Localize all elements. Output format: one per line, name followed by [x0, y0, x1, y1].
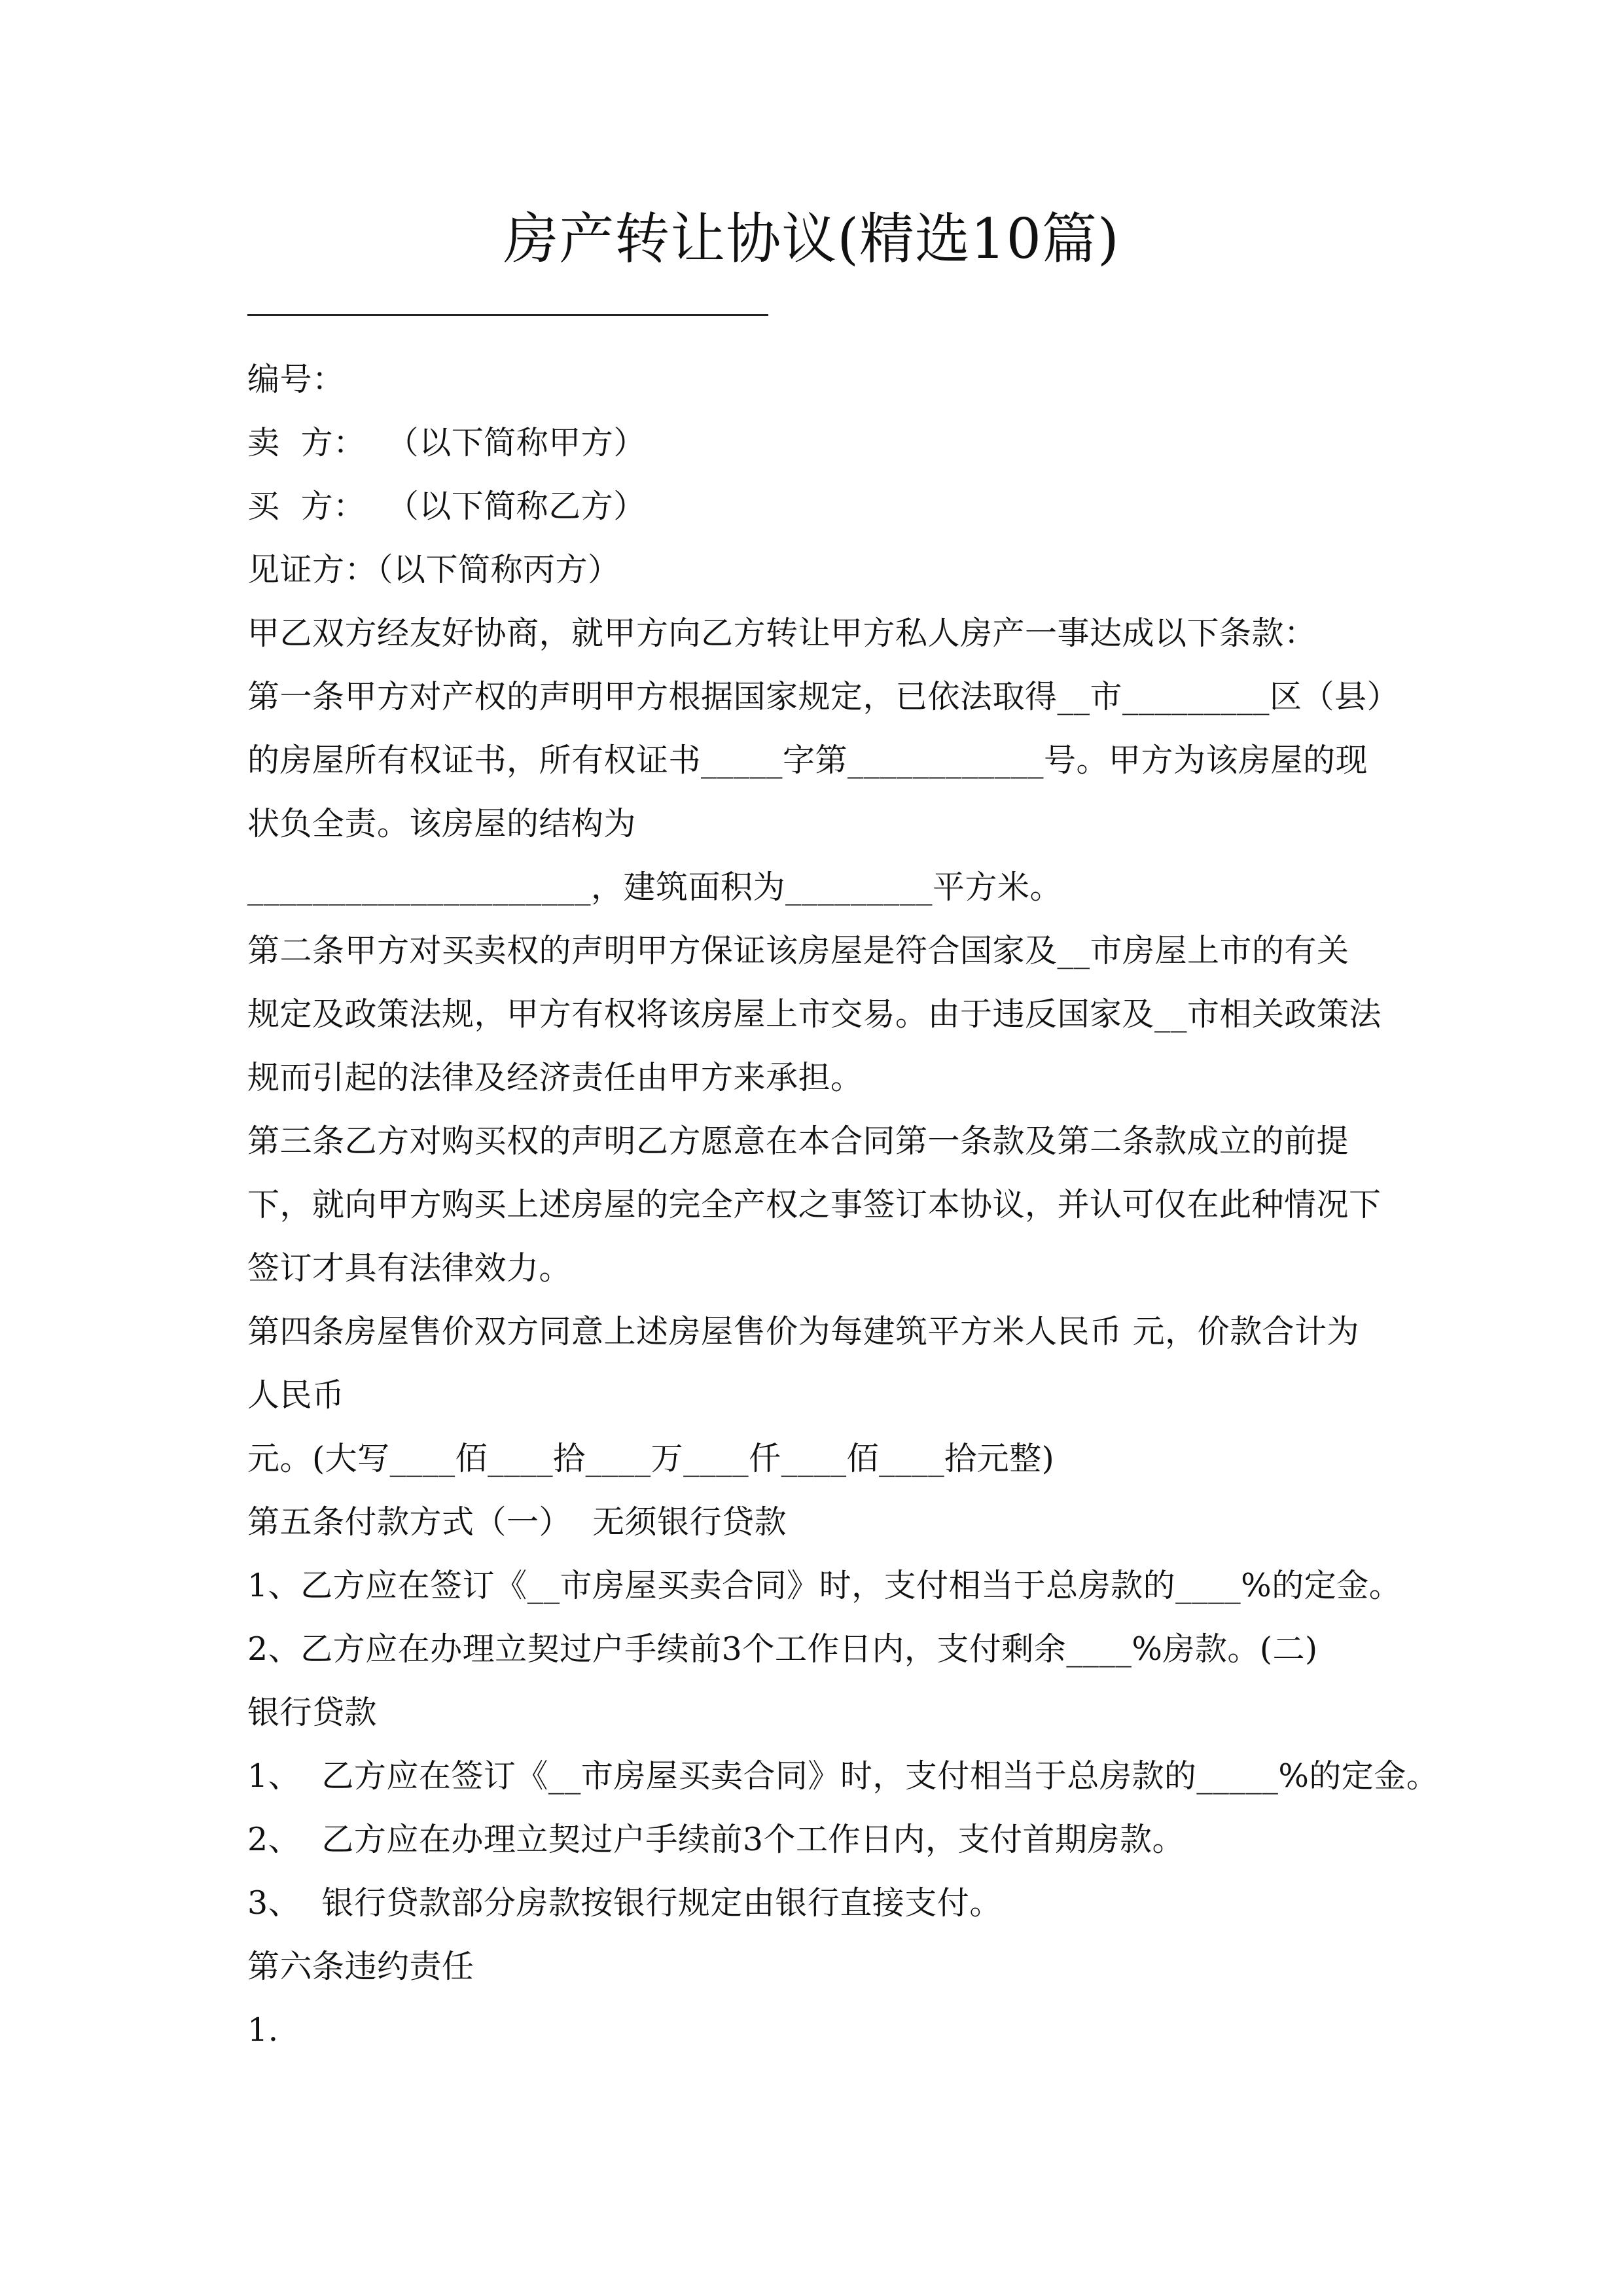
title-underline [247, 314, 768, 316]
document-title: 房产转让协议(精选10篇) [503, 207, 1120, 271]
doc-line-seller: 卖 方： （以下简称甲方） [247, 424, 646, 461]
doc-line-article-6-1: 1. [247, 2011, 279, 2049]
doc-line-number: 编号： [247, 361, 345, 398]
doc-line-article-6: 第六条违约责任 [247, 1948, 474, 1985]
doc-line-article-5-1: 1、乙方应在签订《__市房屋买卖合同》时，支付相当于总房款的____%的定金。 [247, 1567, 1402, 1604]
doc-line-buyer: 买 方： （以下简称乙方） [247, 488, 646, 525]
doc-line-article-1-c: 状负全责。该房屋的结构为 [247, 805, 637, 842]
doc-line-loan-1: 1、 乙方应在签订《__市房屋买卖合同》时，支付相当于总房款的_____%的定金。 [247, 1757, 1439, 1795]
doc-line-article-3-c: 签订才具有法律效力。 [247, 1249, 572, 1287]
doc-line-article-5-2: 2、乙方应在办理立契过户手续前3个工作日内，支付剩余____%房款。(二) [247, 1630, 1318, 1668]
doc-line-article-5: 第五条付款方式（一） 无须银行贷款 [247, 1503, 787, 1541]
doc-line-loan-2: 2、 乙方应在办理立契过户手续前3个工作日内，支付首期房款。 [247, 1821, 1185, 1858]
doc-line-article-4-b: 人民币 [247, 1376, 345, 1414]
doc-line-article-3: 第三条乙方对购买权的声明乙方愿意在本合同第一条款及第二条款成立的前提 [247, 1122, 1349, 1160]
doc-line-article-2-b: 规定及政策法规，甲方有权将该房屋上市交易。由于违反国家及__市相关政策法 [247, 996, 1382, 1033]
doc-line-article-2: 第二条甲方对买卖权的声明甲方保证该房屋是符合国家及__市房屋上市的有关 [247, 932, 1349, 969]
doc-line-article-3-b: 下，就向甲方购买上述房屋的完全产权之事签订本协议，并认可仅在此种情况下 [247, 1186, 1382, 1223]
doc-line-witness: 见证方：（以下简称丙方） [247, 551, 620, 588]
doc-line-article-1-b: 的房屋所有权证书，所有权证书_____字第____________号。甲方为该房屋的现 [247, 742, 1368, 779]
doc-line-article-4: 第四条房屋售价双方同意上述房屋售价为每建筑平方米人民币 元，价款合计为 [247, 1313, 1360, 1350]
doc-line-article-1: 第一条甲方对产权的声明甲方根据国家规定，已依法取得__市_________区（县） [247, 678, 1400, 715]
doc-line-article-1-d: _____________________，建筑面积为_________平方米。 [247, 869, 1063, 906]
doc-line-bank-loan: 银行贷款 [247, 1694, 378, 1731]
doc-line-loan-3: 3、 银行贷款部分房款按银行规定由银行直接支付。 [247, 1884, 1002, 1922]
doc-line-article-4-c: 元。(大写____佰____拾____万____仟____佰____拾元整) [247, 1440, 1055, 1477]
doc-line-preamble: 甲乙双方经友好协商，就甲方向乙方转让甲方私人房产一事达成以下条款： [247, 615, 1317, 652]
doc-line-article-2-c: 规而引起的法律及经济责任由甲方来承担。 [247, 1059, 863, 1096]
